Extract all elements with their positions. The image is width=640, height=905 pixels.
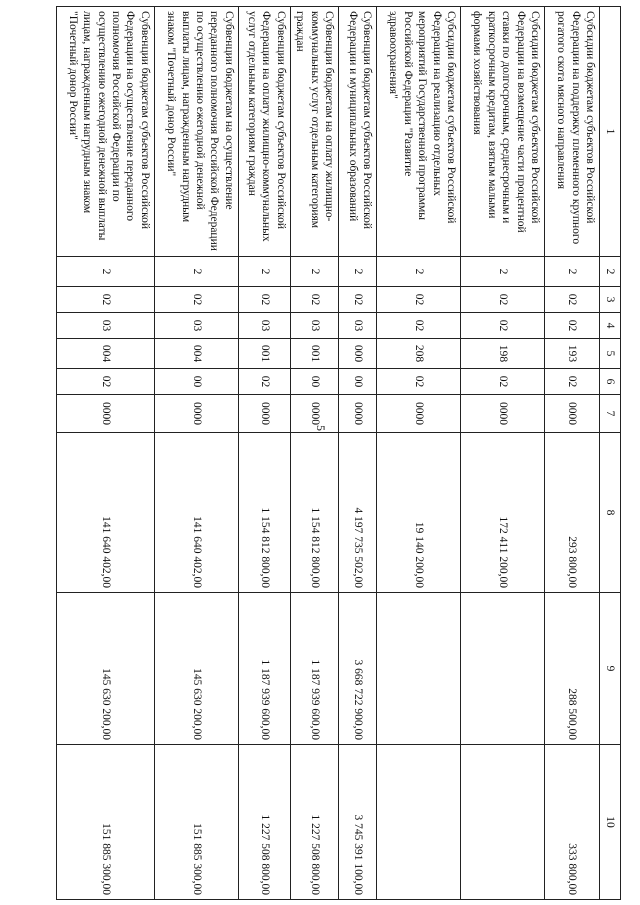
code-cell: 02 [461,313,545,339]
code-cell: 02 [56,369,154,395]
header-row [600,7,621,900]
code-cell: 02 [56,287,154,313]
row-description: Субвенции бюджетам на оплату жилищно-коммунальных услуг отдельным категориям граждан [290,7,338,257]
col-header: 7 [600,395,621,433]
code-cell: 2 [377,257,461,287]
amount-cell: 293 800,00 [545,433,600,593]
code-cell: 000 [339,339,377,369]
code-cell: 02 [461,369,545,395]
amount-cell [461,745,545,900]
amount-cell: 1 187 939 600,00 [238,593,290,745]
code-cell: 03 [238,313,290,339]
code-cell: 02 [545,369,600,395]
budget-table [56,6,621,900]
code-cell: 0000 [238,395,290,433]
amount-cell: 3 745 391 100,00 [339,745,377,900]
code-cell: 2 [154,257,238,287]
code-cell: 2 [545,257,600,287]
code-cell: 02 [238,369,290,395]
code-cell: 02 [377,313,461,339]
code-cell: 0000 [56,395,154,433]
col-header: 10 [600,745,621,900]
col-header: 8 [600,433,621,593]
code-cell: 2 [339,257,377,287]
amount-cell: 19 140 200,00 [377,433,461,593]
amount-cell: 151 885 300,00 [154,745,238,900]
code-cell: 02 [377,287,461,313]
code-cell: 001 [238,339,290,369]
amount-cell: 333 800,00 [545,745,600,900]
amount-cell: 4 197 735 502,00 [339,433,377,593]
table-row [238,7,290,900]
code-cell: 03 [154,313,238,339]
code-cell: 02 [154,287,238,313]
code-cell: 208 [377,339,461,369]
col-header: 4 [600,313,621,339]
amount-cell [377,593,461,745]
row-description: Субсидии бюджетам субъектов Российской Федерации на реализацию отдельных мероприятий Государственной программы Российской Федерации "Развитие здравоохранения" [377,7,461,257]
table-row [154,7,238,900]
page-number: 5 [314,425,328,431]
amount-cell: 145 630 200,00 [56,593,154,745]
code-cell: 02 [461,287,545,313]
code-cell: 02 [545,287,600,313]
code-cell: 001 [290,339,338,369]
amount-cell: 141 640 402,00 [56,433,154,593]
code-cell: 0000 [290,395,338,433]
table-row [56,7,154,900]
table-row [339,7,377,900]
amount-cell: 172 411 200,00 [461,433,545,593]
amount-cell: 1 227 508 800,00 [238,745,290,900]
code-cell: 02 [545,313,600,339]
row-description: Субвенции бюджетам субъектов Российской Федерации на оплату жилищно-коммунальных услуг отдельным категориям граждан [238,7,290,257]
code-cell: 2 [238,257,290,287]
code-cell: 02 [238,287,290,313]
col-header: 5 [600,339,621,369]
col-header: 6 [600,369,621,395]
code-cell: 03 [290,313,338,339]
code-cell: 0000 [339,395,377,433]
code-cell: 0000 [377,395,461,433]
amount-cell: 1 187 939 600,00 [290,593,338,745]
code-cell: 2 [290,257,338,287]
col-header: 9 [600,593,621,745]
row-description: Субвенции бюджетам субъектов Российской Федерации на осуществление переданного полномочия Российской Федерации по осуществлению ежегодной денежной выплаты лицам, награжденным нагрудным знаком "Почетный донор России" [56,7,154,257]
code-cell: 02 [377,369,461,395]
page-body [56,6,621,899]
amount-cell [461,593,545,745]
amount-cell: 141 640 402,00 [154,433,238,593]
code-cell: 00 [339,369,377,395]
table-row [377,7,461,900]
code-cell: 0000 [461,395,545,433]
amount-cell: 145 630 200,00 [154,593,238,745]
code-cell: 02 [339,287,377,313]
table-row [545,7,600,900]
amount-cell: 3 668 722 900,00 [339,593,377,745]
amount-cell: 288 500,00 [545,593,600,745]
row-description: Субвенции бюджетам субъектов Российской Федерации и муниципальных образований [339,7,377,257]
code-cell: 193 [545,339,600,369]
code-cell: 004 [56,339,154,369]
code-cell: 03 [56,313,154,339]
code-cell: 00 [154,369,238,395]
code-cell: 004 [154,339,238,369]
table-row [461,7,545,900]
amount-cell: 1 227 508 800,00 [290,745,338,900]
amount-cell: 151 885 300,00 [56,745,154,900]
row-description: Субсидии бюджетам субъектов Российской Федерации на поддержку племенного крупного рогатого скота мясного направления [545,7,600,257]
col-header: 2 [600,257,621,287]
code-cell: 0000 [154,395,238,433]
amount-cell: 1 154 812 800,00 [238,433,290,593]
code-cell: 02 [290,287,338,313]
row-description: Субсидии бюджетам субъектов Российской Федерации на возмещение части процентной ставки по долгосрочным, среднесрочным и краткосрочным кредитам, взятым малыми формами хозяйствования [461,7,545,257]
amount-cell [377,745,461,900]
rotated-content [56,6,621,899]
code-cell: 198 [461,339,545,369]
code-cell: 00 [290,369,338,395]
table-row [290,7,338,900]
col-header: 3 [600,287,621,313]
code-cell: 2 [56,257,154,287]
col-header: 1 [600,7,621,257]
code-cell: 0000 [545,395,600,433]
code-cell: 03 [339,313,377,339]
amount-cell: 1 154 812 800,00 [290,433,338,593]
code-cell: 2 [461,257,545,287]
row-description: Субвенции бюджетам на осуществление переданного полномочия Российской Федерации по осуществлению ежегодной денежной выплаты лицам, награжденным нагрудным знаком "Почетный донор России" [154,7,238,257]
